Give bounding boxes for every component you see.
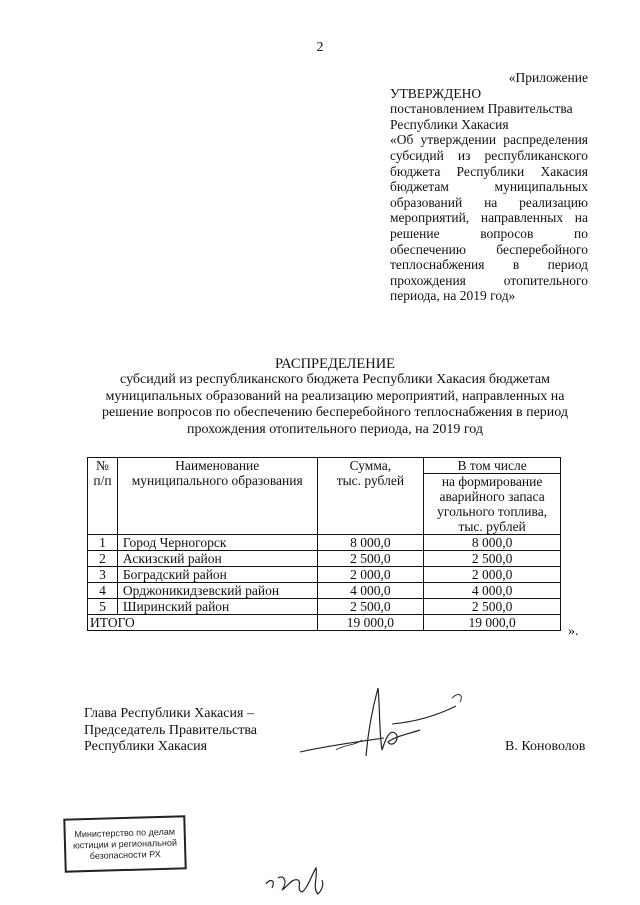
approval-line: теплоснабжения в период [390, 257, 588, 273]
row-name: Город Черногорск [117, 535, 317, 551]
row-name: Аскизский район [117, 551, 317, 567]
header-name [117, 458, 317, 535]
approved-label: УТВЕРЖДЕНО [390, 85, 482, 101]
row-sum: 2 500,0 [317, 551, 424, 567]
registration-stamp [63, 815, 186, 872]
table-total-row [88, 615, 561, 631]
header-sum-line: Сумма, [349, 458, 392, 473]
resolution-label: постановлением Правительства [390, 101, 573, 117]
total-sum: 19 000,0 [317, 615, 424, 631]
row-fuel: 2 500,0 [424, 551, 561, 567]
title-heading: РАСПРЕДЕЛЕНИЕ [274, 356, 396, 372]
closing-quote: ». [568, 624, 579, 639]
approval-line: мероприятий, направленных на [390, 210, 588, 226]
title-line: решение вопросов по обеспечению бесперебойного теплоснабжения в период [102, 405, 568, 421]
signer-line: Председатель Правительства [84, 722, 257, 738]
signer-line: Республики Хакасия [84, 739, 208, 754]
table-row [88, 551, 561, 567]
table-row [88, 599, 561, 615]
header-fuel-line: угольного топлива, [437, 504, 548, 519]
row-fuel: 4 000,0 [424, 583, 561, 599]
total-label: ИТОГО [88, 615, 318, 631]
row-num: 3 [88, 567, 118, 583]
signature-image [296, 680, 476, 770]
row-sum: 2 500,0 [317, 599, 424, 615]
header-name-line: муниципального образования [131, 473, 303, 488]
approval-line: образований на реализацию [390, 194, 588, 210]
header-sum [317, 458, 424, 535]
table-row [88, 583, 561, 599]
approval-block [390, 70, 588, 304]
row-num: 4 [88, 583, 118, 599]
title-line: прохождения отопительного периода, на 2019 год [187, 421, 483, 437]
approval-line: бюджета Республики Хакасия [390, 163, 588, 179]
title-line: субсидий из республиканского бюджета Республики Хакасия бюджетам [120, 372, 550, 388]
signer-name: В. Коноволов [505, 739, 586, 754]
header-fuel-line: тыс. рублей [458, 519, 526, 534]
approval-line: решение вопросов по [390, 225, 588, 241]
approval-line: бюджетам муниципальных [390, 179, 588, 195]
header-fuel [424, 474, 561, 535]
title-line: муниципальных образований на реализацию мероприятий, направленных на [105, 388, 565, 404]
document-title [80, 356, 590, 438]
header-num [88, 458, 118, 535]
approval-line: субсидий из республиканского [390, 147, 588, 163]
table-header-row [88, 458, 561, 474]
stamp-line: безопасности РХ [89, 848, 161, 861]
table-row [88, 535, 561, 551]
row-fuel: 8 000,0 [424, 535, 561, 551]
total-fuel: 19 000,0 [424, 615, 561, 631]
row-fuel: 2 000,0 [424, 567, 561, 583]
header-sum-line: тыс. рублей [336, 473, 405, 488]
approval-line: «Об утверждении распределения [390, 132, 588, 148]
appendix-label: «Приложение [508, 70, 588, 85]
header-num-line: № [96, 458, 109, 473]
row-num: 1 [88, 535, 118, 551]
row-sum: 2 000,0 [317, 567, 424, 583]
row-fuel: 2 500,0 [424, 599, 561, 615]
header-num-line: п/п [93, 473, 112, 488]
page-number: 2 [316, 40, 324, 55]
header-fuel-line: на формирование [441, 474, 543, 489]
header-fuel-line: аварийного запаса [439, 489, 545, 504]
row-num: 5 [88, 599, 118, 615]
distribution-table [87, 457, 561, 631]
signer-line: Глава Республики Хакасия – [84, 706, 254, 721]
header-name-line: Наименование [175, 458, 260, 473]
stamp-line: Министерство по делам [74, 826, 176, 839]
header-incl: В том числе [424, 458, 561, 474]
row-sum: 4 000,0 [317, 583, 424, 599]
row-num: 2 [88, 551, 118, 567]
approval-last-line: периода, на 2019 год» [390, 288, 516, 304]
row-name: Ширинский район [117, 599, 317, 615]
table-row [88, 567, 561, 583]
republic-label: Республики Хакасия [390, 116, 509, 132]
row-sum: 8 000,0 [317, 535, 424, 551]
approval-line: прохождения отопительного [390, 272, 588, 288]
approval-line: обеспечению бесперебойного [390, 241, 588, 257]
row-name: Орджоникидзевский район [117, 583, 317, 599]
stamp-line: юстиции и региональной [72, 837, 178, 850]
row-name: Боградский район [117, 567, 317, 583]
signer-title [84, 706, 257, 756]
handwritten-mark [262, 860, 332, 900]
